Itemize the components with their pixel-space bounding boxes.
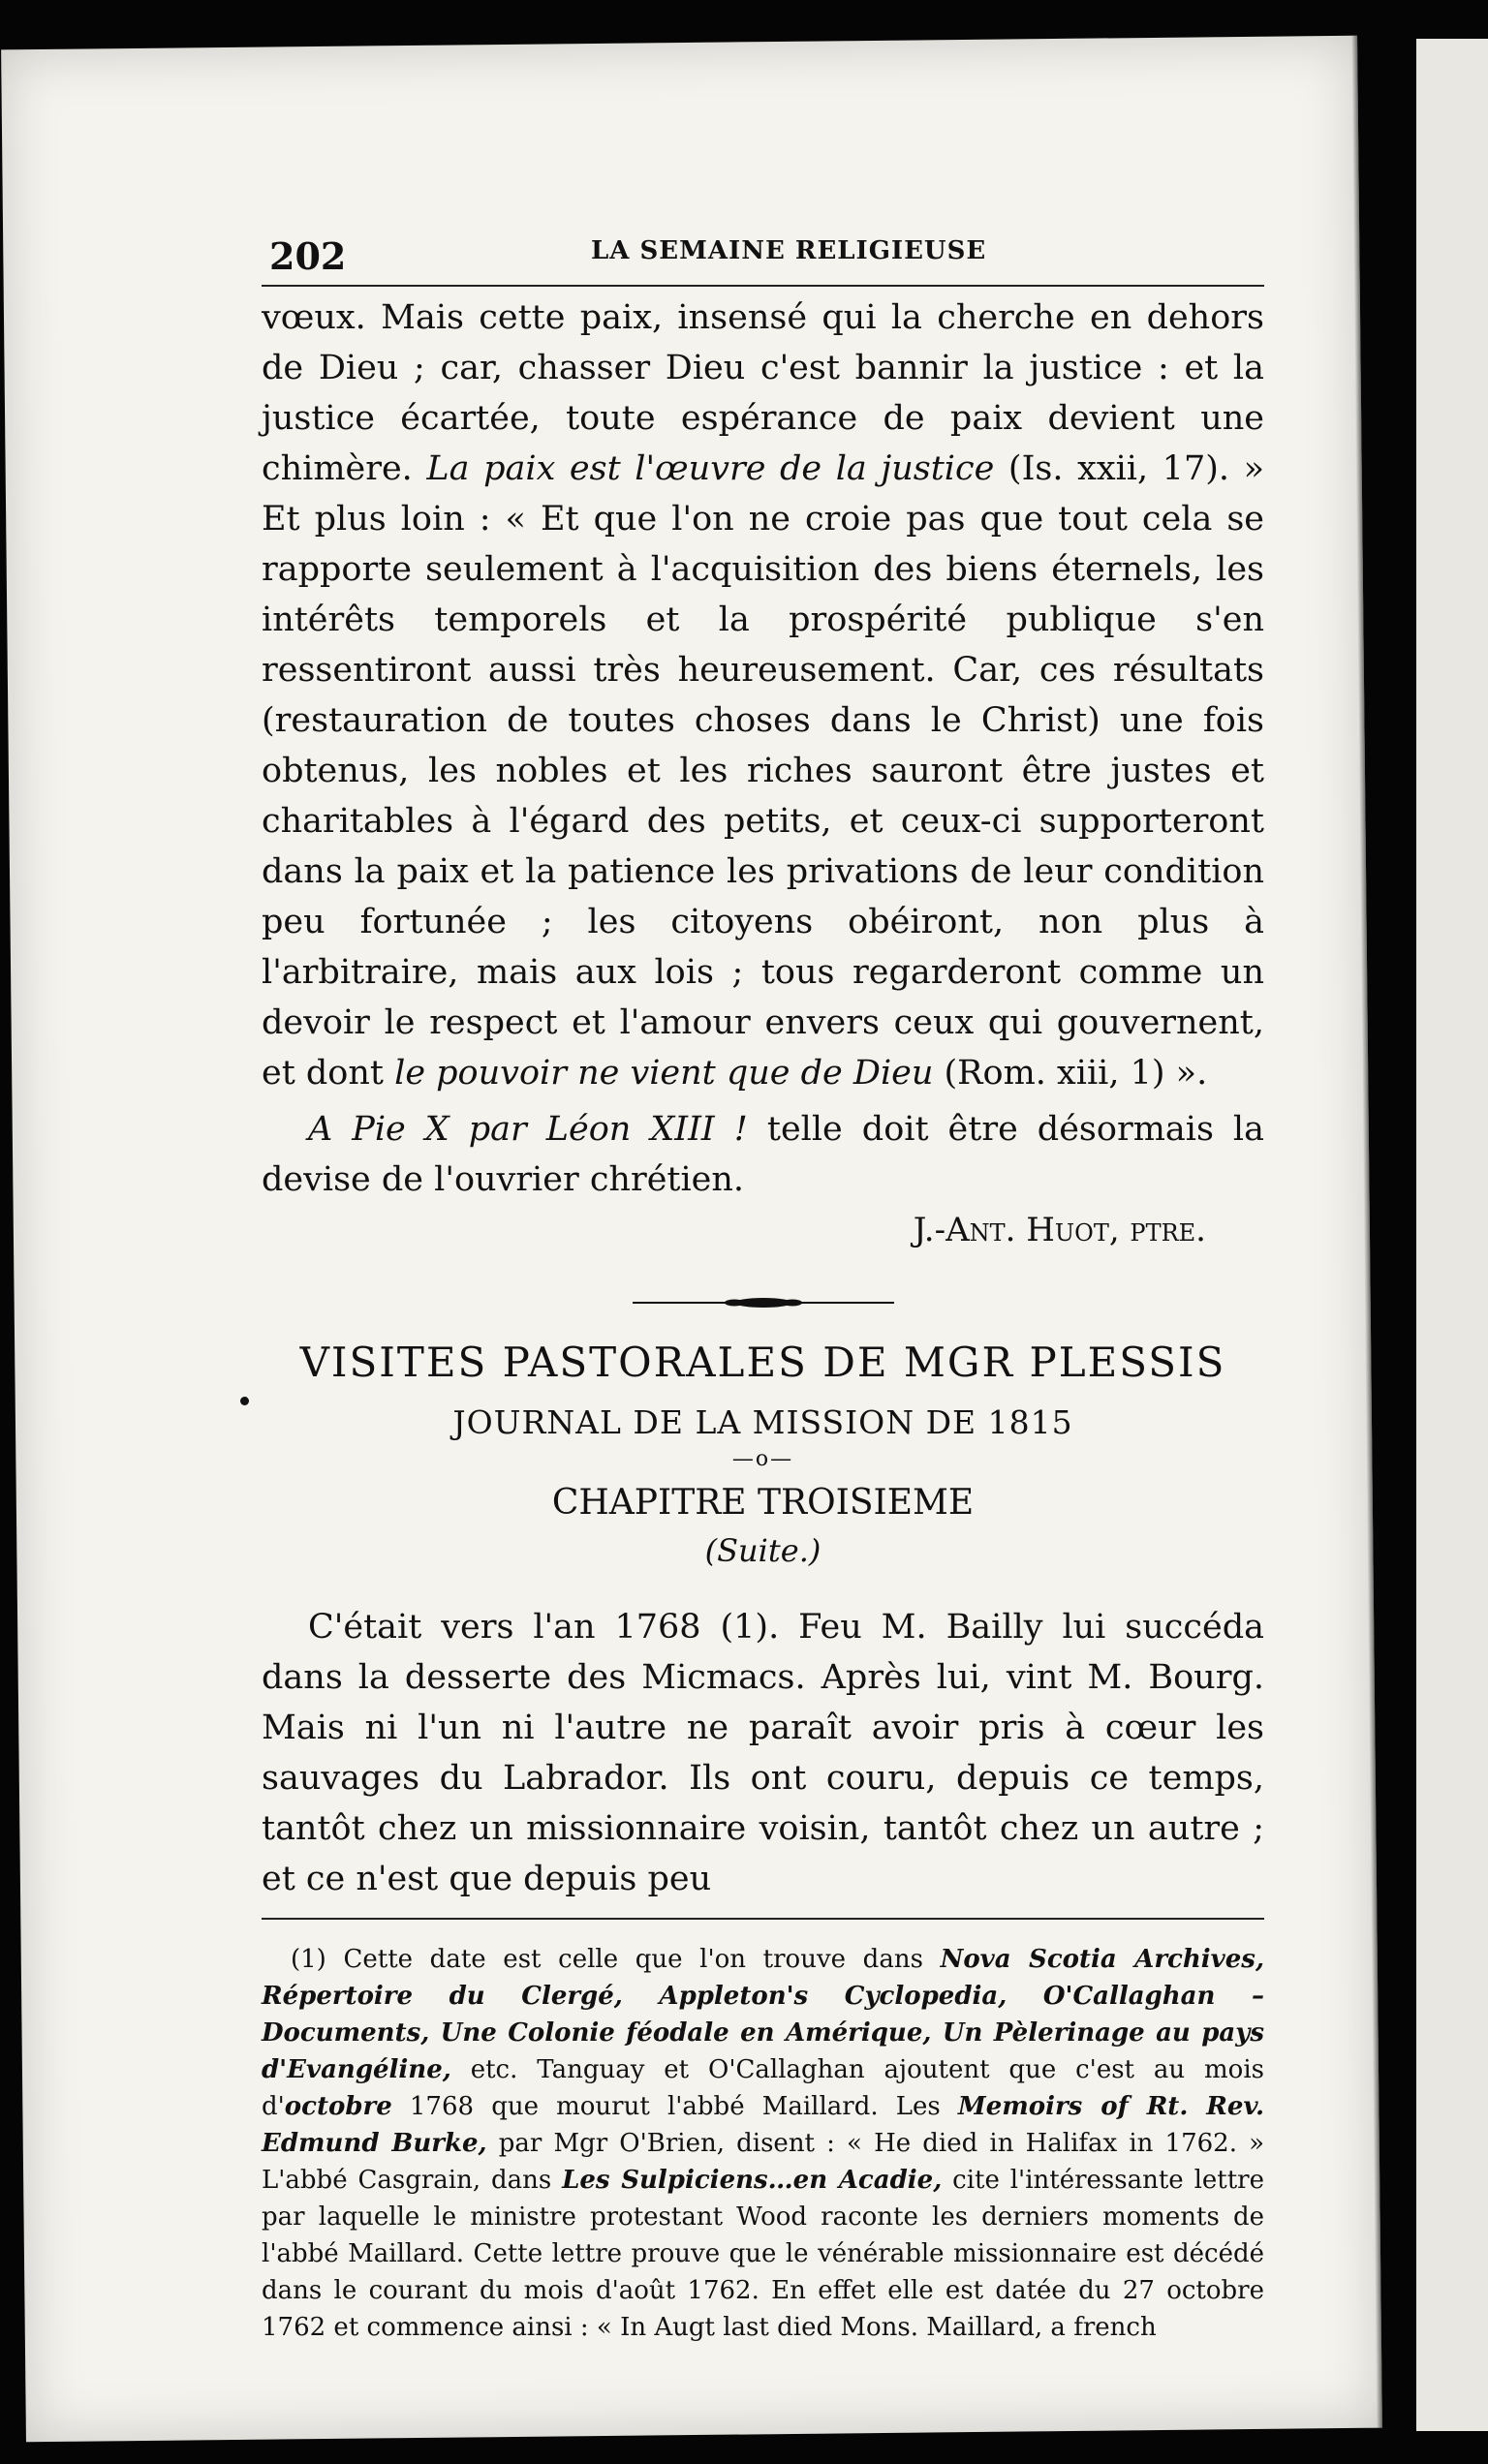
page-fold-shadow <box>1351 36 1382 2428</box>
page-content <box>262 223 1264 2346</box>
continuation-paragraph: vœux. Mais cette paix, insensé qui la cherche en dehors de Dieu ; car, chasser Dieu c'est bannir la justice : et la justice écartée, toute espérance de paix devient une chimère. La paix est l'œuvre de la justice (Is. xxii, 17). » Et plus loin : « Et que l'on ne croie pas que tout cela se rapporte seulement à l'acquisition des biens éternels, les intérêts temporels et la prospérité publique s'en ressentiront aussi très heureusement. Car, ces résultats (restauration de toutes choses dans le Christ) une fois obtenus, les nobles et les riches sauront être justes et charitables à l'égard des petits, et ceux-ci supporteront dans la paix et la patience les privations de leur condition peu fortunée ; les citoyens obéiront, non plus à l'arbitraire, mais aux lois ; tous regarderont comme un devoir le respect et l'amour envers ceux qui gouvernent, et dont le pouvoir ne vient que de Dieu (Rom. xiii, 1) ». <box>262 298 1264 1093</box>
author-signature: J.-Ant. Huot, ptre. <box>913 1211 1206 1249</box>
chapter-suite: (Suite.) <box>704 1532 822 1569</box>
margin-speck <box>240 1397 249 1405</box>
page-number: 202 <box>269 234 347 278</box>
chapter-title: CHAPITRE TROISIEME <box>551 1483 975 1523</box>
ornament-divider <box>633 1294 894 1311</box>
closing-paragraph: A Pie X par Léon XIII ! telle doit être désormais la devise de l'ouvrier chrétien. <box>262 1110 1264 1199</box>
running-head <box>262 223 1264 300</box>
footnote-rule <box>262 1918 1264 1920</box>
adjacent-page-edge <box>1416 39 1488 2431</box>
running-title: LA SEMAINE RELIGIEUSE <box>591 236 987 265</box>
footnote: (1) Cette date est celle que l'on trouve dans Nova Scotia Archives, Répertoire du Clergé, Appleton's Cyclopedia, O'Callaghan – Documents, Une Colonie féodale en Amérique, Un Pèlerinage au pays d'Evangéline, etc. Tanguay et O'Callaghan ajoutent que c'est au mois d'octobre 1768 que mourut l'abbé Maillard. Les Memoirs of Rt. Rev. Edmund Burke, par Mgr O'Brien, disent : « He died in Halifax in 1762. » L'abbé Casgrain, dans Les Sulpiciens…en Acadie, cite l'intéressante lettre par laquelle le ministre protestant Wood raconte les derniers moments de l'abbé Maillard. Cette lettre prouve que le vénérable missionnaire est décédé dans le courant du mois d'août 1762. En effet elle est datée du 27 octobre 1762 et commence ainsi : « In Augt last died Mons. Maillard, a french <box>262 1945 1264 2342</box>
small-separator: —o— <box>731 1447 794 1471</box>
article-paragraph: C'était vers l'an 1768 (1). Feu M. Bailly lui succéda dans la desserte des Micmacs. Après lui, vint M. Bourg. Mais ni l'un ni l'autre ne paraît avoir pris à cœur les sauvages du Labrador. Ils ont couru, depuis ce temps, tantôt chez un missionnaire voisin, tantôt chez un autre ; et ce n'est que depuis peu <box>262 1608 1264 1898</box>
article-subtitle: JOURNAL DE LA MISSION DE 1815 <box>452 1403 1073 1441</box>
article-title: VISITES PASTORALES DE MGR PLESSIS <box>299 1339 1226 1386</box>
